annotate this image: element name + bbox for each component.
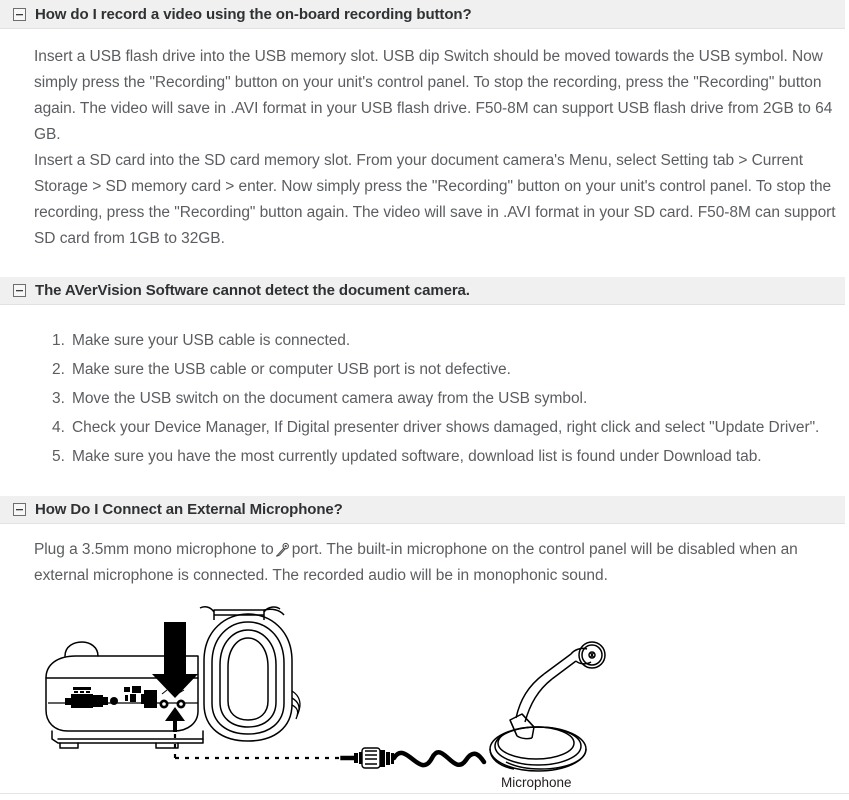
faq-section-title: How Do I Connect an External Microphone?: [35, 501, 343, 518]
list-item: Make sure your USB cable is connected.: [72, 332, 351, 349]
microphone-jack-icon: [275, 542, 291, 557]
diagram-container: [0, 589, 849, 791]
faq-section-title: The AVerVision Software cannot detect the document camera.: [35, 282, 470, 299]
external-microphone-connection-diagram: [28, 606, 628, 791]
spacer: [0, 252, 849, 276]
list-item: Make sure you have the most currently updated software, download list is found under Download tab.: [72, 448, 762, 465]
paragraph-text-before-icon: Plug a 3.5mm mono microphone to: [34, 541, 274, 558]
faq-section-body-record-video: [0, 29, 849, 252]
list-item: Move the USB switch on the document camera away from the USB symbol.: [72, 390, 588, 407]
collapse-minus-icon[interactable]: [13, 8, 26, 21]
spacer: [0, 471, 849, 495]
list-item: Make sure the USB cable or computer USB port is not defective.: [72, 361, 511, 378]
faq-paragraph: Insert a SD card into the SD card memory slot. From your document camera's Menu, select Setting tab > Current Storage > SD memory card > enter. Now simply press the "Recording" button on your unit's control panel. To stop the recording, press the "Recording" button again. The video will save in .AVI format in your SD card. F50-8M can support SD card from 1GB to 32GB.: [34, 152, 836, 247]
faq-section-body-cannot-detect-camera: [0, 305, 849, 471]
diagram-caption-microphone: Microphone: [501, 775, 572, 790]
list-item: Check your Device Manager, If Digital presenter driver shows damaged, right click and select "Update Driver".: [72, 419, 820, 436]
faq-paragraph: Insert a USB flash drive into the USB memory slot. USB dip Switch should be moved towards the USB symbol. Now simply press the "Recording" button on your unit's control panel. To stop the recording, press the "Recording" button again. The video will save in .AVI format in your USB flash drive. F50-8M can support USB flash drive from 2GB to 64 GB.: [34, 48, 833, 143]
bottom-divider: [0, 793, 849, 794]
troubleshooting-step-list: [0, 326, 849, 471]
collapse-minus-icon[interactable]: [13, 503, 26, 516]
paragraph-text-after-icon: port. The built-in microphone on the control panel will be disabled when an external microphone is connected. The recorded audio will be in monophonic sound.: [34, 541, 798, 584]
faq-section-header-external-microphone[interactable]: [0, 495, 845, 524]
faq-section-header-record-video[interactable]: [0, 0, 845, 29]
collapse-minus-icon[interactable]: [13, 284, 26, 297]
faq-section-body-external-microphone: [0, 524, 849, 589]
faq-paragraph: [34, 537, 824, 589]
faq-section-title: How do I record a video using the on-board recording button?: [35, 5, 472, 23]
faq-section-header-cannot-detect-camera[interactable]: [0, 276, 845, 305]
down-arrow-indicator: [152, 622, 198, 698]
